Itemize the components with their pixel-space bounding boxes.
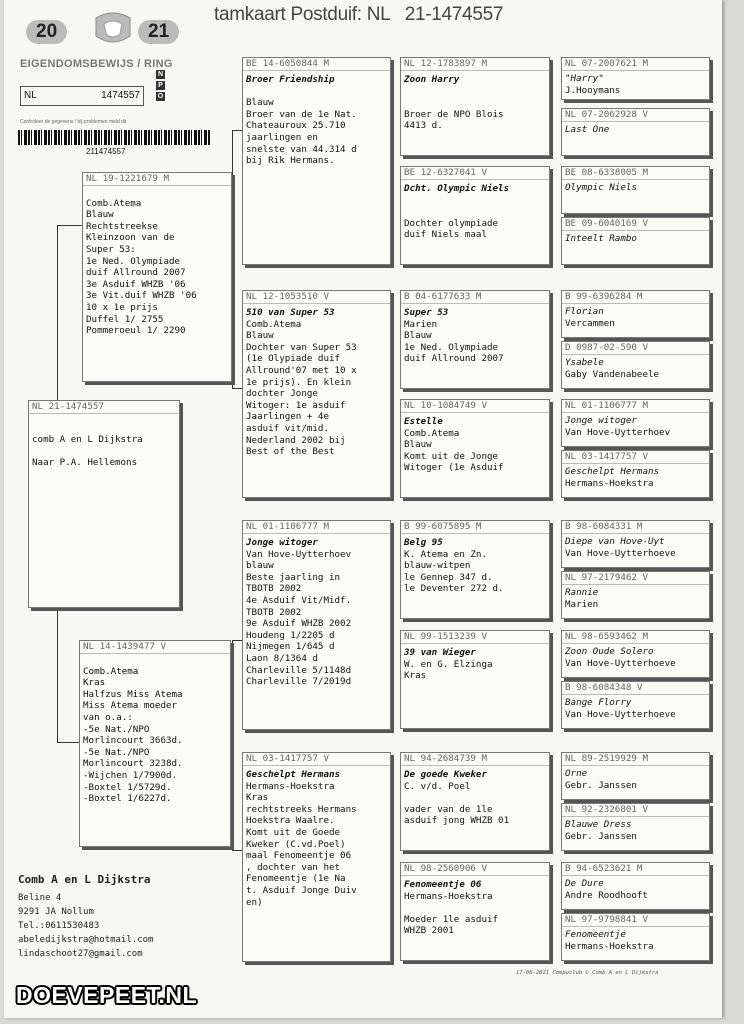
pigeon-owner: Vercammen [565,317,615,329]
info-line: K. Atema en Zn. [404,548,487,560]
pigeon-name: Orne [565,768,588,779]
connector [232,850,242,851]
title-ring: 21-1474557 [404,4,504,25]
info-line: Comb.Atema [246,318,302,330]
info-line: Blauw [246,330,274,342]
pigeon-ring: B 99-6075895 M [401,521,549,534]
info-line: TBOTB 2002 [246,583,302,595]
info-line [404,86,549,98]
ancestor-box [561,341,710,389]
info-line: Witoger (1e Asduif [404,462,504,474]
info-line: Duffel 1/ 2755 [86,313,164,325]
pigeon-owner: Van Hove-Uytterhoeve [565,708,676,720]
info-line: Witoger: 1e asduif [246,399,346,411]
info-line: Kras [404,670,427,682]
great-grandparent-box [400,57,550,156]
ring-card-side-labels [156,70,167,103]
ancestor-box [561,803,710,851]
mother-ring: NL 14-1439477 V [80,641,230,654]
ancestor-box [561,862,710,910]
pigeon-ring: B 98-6084331 M [562,521,709,534]
info-line: abeledijkstra@hotmail.com [18,935,154,945]
info-line: Chateauroux 25.710 [246,120,346,132]
pigeon-name: Blauwe Dress [565,819,632,830]
pigeon-name: De Dure [565,878,604,889]
info-line: WHZB 2001 [404,925,454,937]
info-line: TBOTB 2002 [246,606,302,618]
side-label-p: P [156,81,165,90]
ancestor-box [561,290,710,338]
pigeon-ring: B 04-6177633 M [401,291,549,304]
grandparent-box [242,520,391,730]
credits-line: 17-06-2021 Compuclub © Comb A en L Dijkstra [516,970,659,976]
ring-card [18,8,210,156]
info-line: lindaschoot27@gmail.com [18,949,143,959]
connector [232,640,233,850]
pigeon-name: "Harry" [565,73,604,84]
pigeon-name: De goede Kweker [404,769,487,780]
info-line: Kras [83,677,106,689]
pigeon-ring: NL 03-1417757 V [562,451,709,464]
mother-box [79,640,231,847]
info-line: Blauw [86,209,114,221]
info-line: Dochter van Super 53 [246,341,357,353]
ancestor-box [561,450,710,498]
pigeon-ring: BE 09-6040169 V [562,218,709,231]
lion-crest-icon [86,10,140,48]
pigeon-name: Jonge witoger [565,415,637,426]
pigeon-ring: NL 12-1053510 V [243,291,390,304]
pigeon-ring: NL 10-1084749 V [401,400,549,413]
info-line: Charleville 5/1148d [246,664,352,676]
ancestor-box [561,913,710,961]
info-line: t. Asduif Jonge Duiv [246,884,357,896]
ancestor-box [561,752,710,800]
great-grandparent-box [400,752,550,851]
grandparent-box [242,290,391,498]
pigeon-owner: Hermans-Hoekstra [565,940,654,952]
info-line: Nijmegen 1/645 d [246,641,335,653]
info-line: Comb.Atema [404,427,460,439]
info-line [246,86,390,98]
father-ring: NL 19-1221679 M [83,173,231,186]
ancestor-box [561,57,710,100]
pigeon-owner: Van Hove-Uytterhoeve [565,657,676,669]
info-line: 1e Ned. Olympiade [404,341,499,353]
pigeon-owner: Gaby Vandenabeele [565,368,660,380]
pigeon-owner: Gebr. Janssen [565,830,637,842]
pigeon-name: Estelle [404,416,443,427]
pigeon-ring: NL 92-2326801 V [562,804,709,817]
info-line: 1e prijs). En klein [246,376,352,388]
info-line: dochter Jonge [246,388,318,400]
info-line: 10 x 1e prijs [86,301,158,313]
pigeon-ring: B 94-6523621 M [562,863,709,876]
info-line: Van Hove-Uytterhoev [246,548,352,560]
info-line: comb A en L Dijkstra [32,434,143,445]
ancestor-box [561,108,710,156]
father-box [82,172,232,382]
info-line: Hoekstra Waalre. [246,815,335,827]
pigeon-ring: BE 08-6338005 M [562,167,709,180]
info-line: Blauw [246,97,274,109]
info-line: Nederland 2002 bij [246,434,346,446]
info-line: Hermans-Hoekstra [404,890,493,902]
barcode-number: 211474557 [86,147,126,156]
info-line: (1e Olypiade duif [246,353,341,365]
subject-pigeon-box [28,400,180,608]
pigeon-ring: NL 97-9798841 V [562,914,709,927]
connector [232,130,233,388]
great-grandparent-box [400,290,550,389]
info-line: van o.a.: [83,711,133,723]
info-line: 4413 d. [404,120,443,132]
info-line: le Gennep 347 d. [404,571,493,583]
info-line: Pommeroeul 1/ 2290 [86,325,186,337]
subject-ring: NL 21-1474557 [29,401,179,414]
info-line: Comb.Atema [86,197,142,209]
ancestor-box [561,520,710,568]
ancestor-box [561,681,710,729]
info-line: snelste van 44.314 d [246,143,357,155]
pigeon-owner: Gebr. Janssen [565,779,637,791]
info-line [86,186,231,198]
info-line: rechtstreeks Hermans [246,803,357,815]
info-line: blauw [246,560,274,572]
info-line: Kweker (C.vd.Poel) [246,838,346,850]
info-line: Comb.Atema [83,665,139,677]
pigeon-name: 39 van Wieger [404,647,476,658]
pigeon-name: Geschelpt Hermans [565,466,660,477]
info-line: -Boxtel 1/6227d. [83,793,172,805]
info-line: 3e Vit.duif WHZB '06 [86,290,197,302]
connector [232,388,242,389]
info-line: jaarlingen en [246,131,318,143]
pigeon-ring: NL 12-1783897 M [401,58,549,71]
title-label: tamkaart Postduif: [214,4,362,25]
info-line: Halfzus Miss Atema [83,688,183,700]
info-line: Morlincourt 3238d. [83,758,183,770]
title-country: NL [366,4,390,25]
pigeon-ring: B 99-6396284 M [562,291,709,304]
info-line [404,195,549,207]
info-line: en) [246,896,263,908]
info-line: bij Rik Hermans. [246,155,335,167]
info-line: Jaarlingen + 4e [246,411,329,423]
pigeon-name: Fenomeentje [565,929,626,940]
pigeon-name: Last One [565,124,610,135]
side-label-o: O [157,93,164,100]
pigeon-ring: BE 14-6050844 M [243,58,390,71]
pigeon-ring: NL 98-2560906 V [401,863,549,876]
info-line: Hermans-Hoekstra [246,780,335,792]
pigeon-owner: Van Hove-Uytterhoeve [565,547,676,559]
info-line: Beste jaarling in [246,571,341,583]
info-line: Super 53: [86,243,136,255]
info-line [404,792,549,804]
pigeon-owner: Andre Roodhooft [565,889,648,901]
info-line: Miss Atema moeder [83,700,178,712]
info-line: duif Allround 2007 [86,267,186,279]
watermark-brand: DOEVEPEET.NL [16,982,198,1008]
info-line: Houdeng 1/2205 d [246,629,335,641]
info-line: Komt uit de Goede [246,826,341,838]
info-line: Morlincourt 3663d. [83,735,183,747]
connector [232,640,242,641]
info-line: Blauw [404,439,432,451]
info-line: duif Allround 2007 [404,353,504,365]
pigeon-name: Fenomeentje 06 [404,879,482,890]
info-line: asduif jong WHZB 01 [404,815,510,827]
barcode [18,130,210,145]
pigeon-ring: NL 94-2684739 M [401,753,549,766]
info-line: 9e Asduif WHZB 2002 [246,618,352,630]
info-line: Broer van de 1e Nat. [246,108,357,120]
ring-card-number: 1474557 [101,90,140,101]
info-line: -5e Nat./NPO [83,746,150,758]
pigeon-name: Geschelpt Hermans [246,769,341,780]
pigeon-ring: D 0987-02-590 V [562,342,709,355]
info-line: W. en G. Elzinga [404,658,493,670]
info-line: Komt uit de Jonge [404,450,499,462]
great-grandparent-box [400,399,550,498]
info-line: 4e Asduif Vit/Midf. [246,594,352,606]
pigeon-ring: B 98-6084348 V [562,682,709,695]
pigeon-owner: Van Hove-Uytterhoev [565,426,671,438]
pigeon-name: Zoon Oude Solero [565,646,654,657]
info-line: Dochter olympiade [404,217,499,229]
info-line: Blauw [404,330,432,342]
pigeon-name: Broer Friendship [246,74,335,85]
great-grandparent-box [400,862,550,961]
info-line: -Boxtel 1/5729d. [83,781,172,793]
pigeon-ring: NL 07-2062928 V [562,109,709,122]
info-line [404,97,549,109]
connector [57,608,58,743]
page-title [214,4,503,26]
pigeon-owner: Marien [565,598,599,610]
ring-card-heading: EIGENDOMSBEWIJS / RING [20,58,173,70]
pigeon-ring: NL 03-1417757 V [243,753,390,766]
ring-year-right: 21 [138,20,179,44]
ring-year-left: 20 [26,20,67,44]
pigeon-name: Ysabele [565,357,604,368]
pigeon-ring: BE 12-6327041 V [401,167,549,180]
pigeon-ring: NL 98-6593462 M [562,631,709,644]
info-line: Best of the Best [246,446,335,458]
connector [232,130,242,131]
info-line: , dochter van het [246,861,341,873]
info-line: le Deventer 272 d. [404,583,504,595]
pigeon-name: Belg 95 [404,537,443,548]
pigeon-ring: NL 01-1106777 M [243,521,390,534]
owner-address [18,873,153,961]
pigeon-ring: NL 01-1106777 M [562,400,709,413]
pigeon-name: Rannie [565,587,599,598]
info-line: Fenomeentje (1e Na [246,873,346,885]
ancestor-box [561,571,710,619]
info-line: Tel.:0611530483 [18,921,100,931]
pigeon-name: Florian [565,306,604,317]
info-line: Beline 4 [18,893,62,903]
pigeon-name: Super 53 [404,307,449,318]
info-line [32,446,179,458]
info-line: 1e Ned. Olympiade [86,255,181,267]
info-line [83,654,230,666]
info-line: 9291 JA Nollum [18,907,94,917]
info-line: blauw-witpen [404,560,471,572]
info-line: Naar P.A. Hellemons [32,457,138,469]
info-line: Allround'07 met 10 x [246,364,357,376]
connector [57,742,81,743]
ring-card-small-print: Controleer de gegevens / bij problemen meld dit [20,119,127,125]
info-line: duif Niels maal [404,229,487,241]
pigeon-name: Zoon Harry [404,74,460,85]
great-grandparent-box [400,520,550,619]
side-label-n: N [157,71,164,78]
info-line: Laon 8/1364 d [246,652,318,664]
connector [57,225,83,226]
pigeon-name: Olympic Niels [565,182,637,193]
grandparent-box [242,752,391,962]
info-line: Charleville 7/2019d [246,676,352,688]
info-line: maal Fenomeentje 06 [246,850,352,862]
pigeon-ring: NL 07-2007621 M [562,58,709,71]
pigeon-ring: NL 97-2179462 V [562,572,709,585]
info-line: vader van de 1le [404,803,493,815]
info-line: Moeder 1le asduif [404,913,499,925]
info-line: -Wijchen 1/7900d. [83,769,178,781]
grandparent-box [242,57,391,265]
pigeon-ring: NL 89-2519929 M [562,753,709,766]
pigeon-name: Dcht. Olympic Niels [404,183,510,194]
info-line [404,902,549,914]
pigeon-name: Inteelt Rambo [565,233,637,244]
ring-card-number-box [20,86,144,106]
info-line: asduif vit/mid. [246,422,329,434]
info-line: 3e Asduif WHZB '06 [86,278,186,290]
pigeon-owner: J.Hooymans [565,84,621,96]
owner-name: Comb A en L Dijkstra [18,873,151,886]
info-line: Rechtstreekse [86,220,158,232]
connector [57,225,58,401]
info-line: C. v/d. Poel [404,780,471,792]
ancestor-box [561,630,710,678]
pigeon-name: Bange Florry [565,697,632,708]
info-line: Marien [404,318,438,330]
ancestor-box [561,217,710,265]
pigeon-ring: NL 99-1513239 V [401,631,549,644]
great-grandparent-box [400,630,550,729]
pigeon-owner: Hermans-Hoekstra [565,477,654,489]
info-line: -5e Nat./NPO [83,723,150,735]
info-line: Kleinzoon van de [86,232,175,244]
pigeon-name: Jonge witoger [246,537,318,548]
great-grandparent-box [400,166,550,265]
ring-card-country: NL [24,90,37,101]
info-line: Kras [246,792,269,804]
info-line: Broer de NPO Blois [404,108,504,120]
pigeon-name: 510 van Super 53 [246,307,335,318]
ancestor-box [561,166,710,214]
ancestor-box [561,399,710,447]
pigeon-name: Diepe van Hove-Uyt [565,536,665,547]
info-line [404,206,549,218]
